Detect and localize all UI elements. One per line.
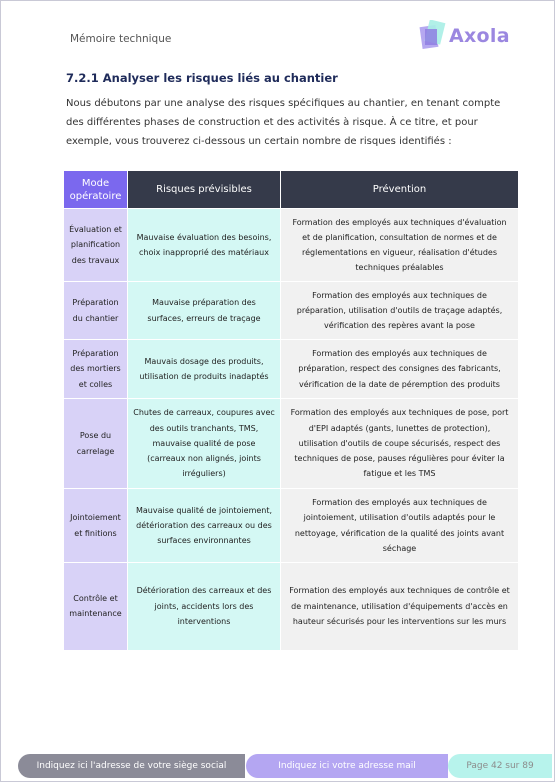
table-row (64, 399, 518, 489)
cell-mode: Jointoiement et finitions (64, 489, 128, 563)
table-row (64, 340, 518, 399)
cell-mode: Préparation du chantier (64, 282, 128, 340)
header-risks: Risques prévisibles (128, 171, 281, 209)
risk-table (64, 171, 518, 650)
cell-mode: Préparation des mortiers et colles (64, 340, 128, 399)
cell-risk: Mauvaise qualité de jointoiement, détérioration des carreaux ou des surfaces environnantes (128, 489, 281, 563)
cell-risk: Mauvais dosage des produits, utilisation de produits inadaptés (128, 340, 281, 399)
cell-mode: Pose du carrelage (64, 399, 128, 489)
cell-mode: Contrôle et maintenance (64, 563, 128, 650)
cell-prevention: Formation des employés aux techniques de jointoiement, utilisation d'outils adaptés pour le nettoyage, vérification de la qualité des joints avant séchage (281, 489, 519, 563)
header-prevention: Prévention (281, 171, 519, 209)
table-row (64, 282, 518, 340)
footer-address: Indiquez ici l'adresse de votre siège social (18, 754, 245, 778)
footer-page-number: Page 42 sur 89 (448, 754, 552, 778)
table-row (64, 209, 518, 282)
cell-mode: Évaluation et planification des travaux (64, 209, 128, 282)
cell-prevention: Formation des employés aux techniques de pose, port d'EPI adaptés (gants, lunettes de protection), utilisation d'outils de coupe sécurisés, respect des techniques de pose, pauses régulières pour éviter la fatigue et les TMS (281, 399, 519, 489)
cell-risk: Détérioration des carreaux et des joints, accidents lors des interventions (128, 563, 281, 650)
logo-icon (419, 20, 451, 52)
cell-risk: Chutes de carreaux, coupures avec des outils tranchants, TMS, mauvaise qualité de pose (carreaux non alignés, joints irréguliers) (128, 399, 281, 489)
intro-paragraph: Nous débutons par une analyse des risques spécifiques au chantier, en tenant compte des différentes phases de construction et des activités à risque. À ce titre, et pour exemple, vous trouverez ci-dessous un certain nombre de risques identifiés : (66, 98, 501, 148)
company-logo (419, 20, 519, 54)
table-header-row (64, 171, 518, 209)
cell-prevention: Formation des employés aux techniques de contrôle et de maintenance, utilisation d'équipements d'accès en hauteur sécurisés pour les interventions sur les murs (281, 563, 519, 650)
document-label: Mémoire technique (70, 33, 172, 45)
footer-email: Indiquez ici votre adresse mail (246, 754, 448, 778)
table-row (64, 563, 518, 650)
header-mode: Mode opératoire (64, 171, 128, 209)
cell-risk: Mauvaise évaluation des besoins, choix inapproprié des matériaux (128, 209, 281, 282)
logo-text: Axola (449, 25, 510, 47)
section-title: 7.2.1 Analyser les risques liés au chantier (66, 71, 338, 85)
table-row (64, 489, 518, 563)
cell-prevention: Formation des employés aux techniques de préparation, respect des consignes des fabricants, vérification de la date de péremption des produits (281, 340, 519, 399)
cell-prevention: Formation des employés aux techniques de préparation, utilisation d'outils de traçage adaptés, vérification des repères avant la pose (281, 282, 519, 340)
cell-risk: Mauvaise préparation des surfaces, erreurs de traçage (128, 282, 281, 340)
cell-prevention: Formation des employés aux techniques d'évaluation et de planification, consultation de normes et de réglementations en vigueur, réalisation d'études techniques préalables (281, 209, 519, 282)
